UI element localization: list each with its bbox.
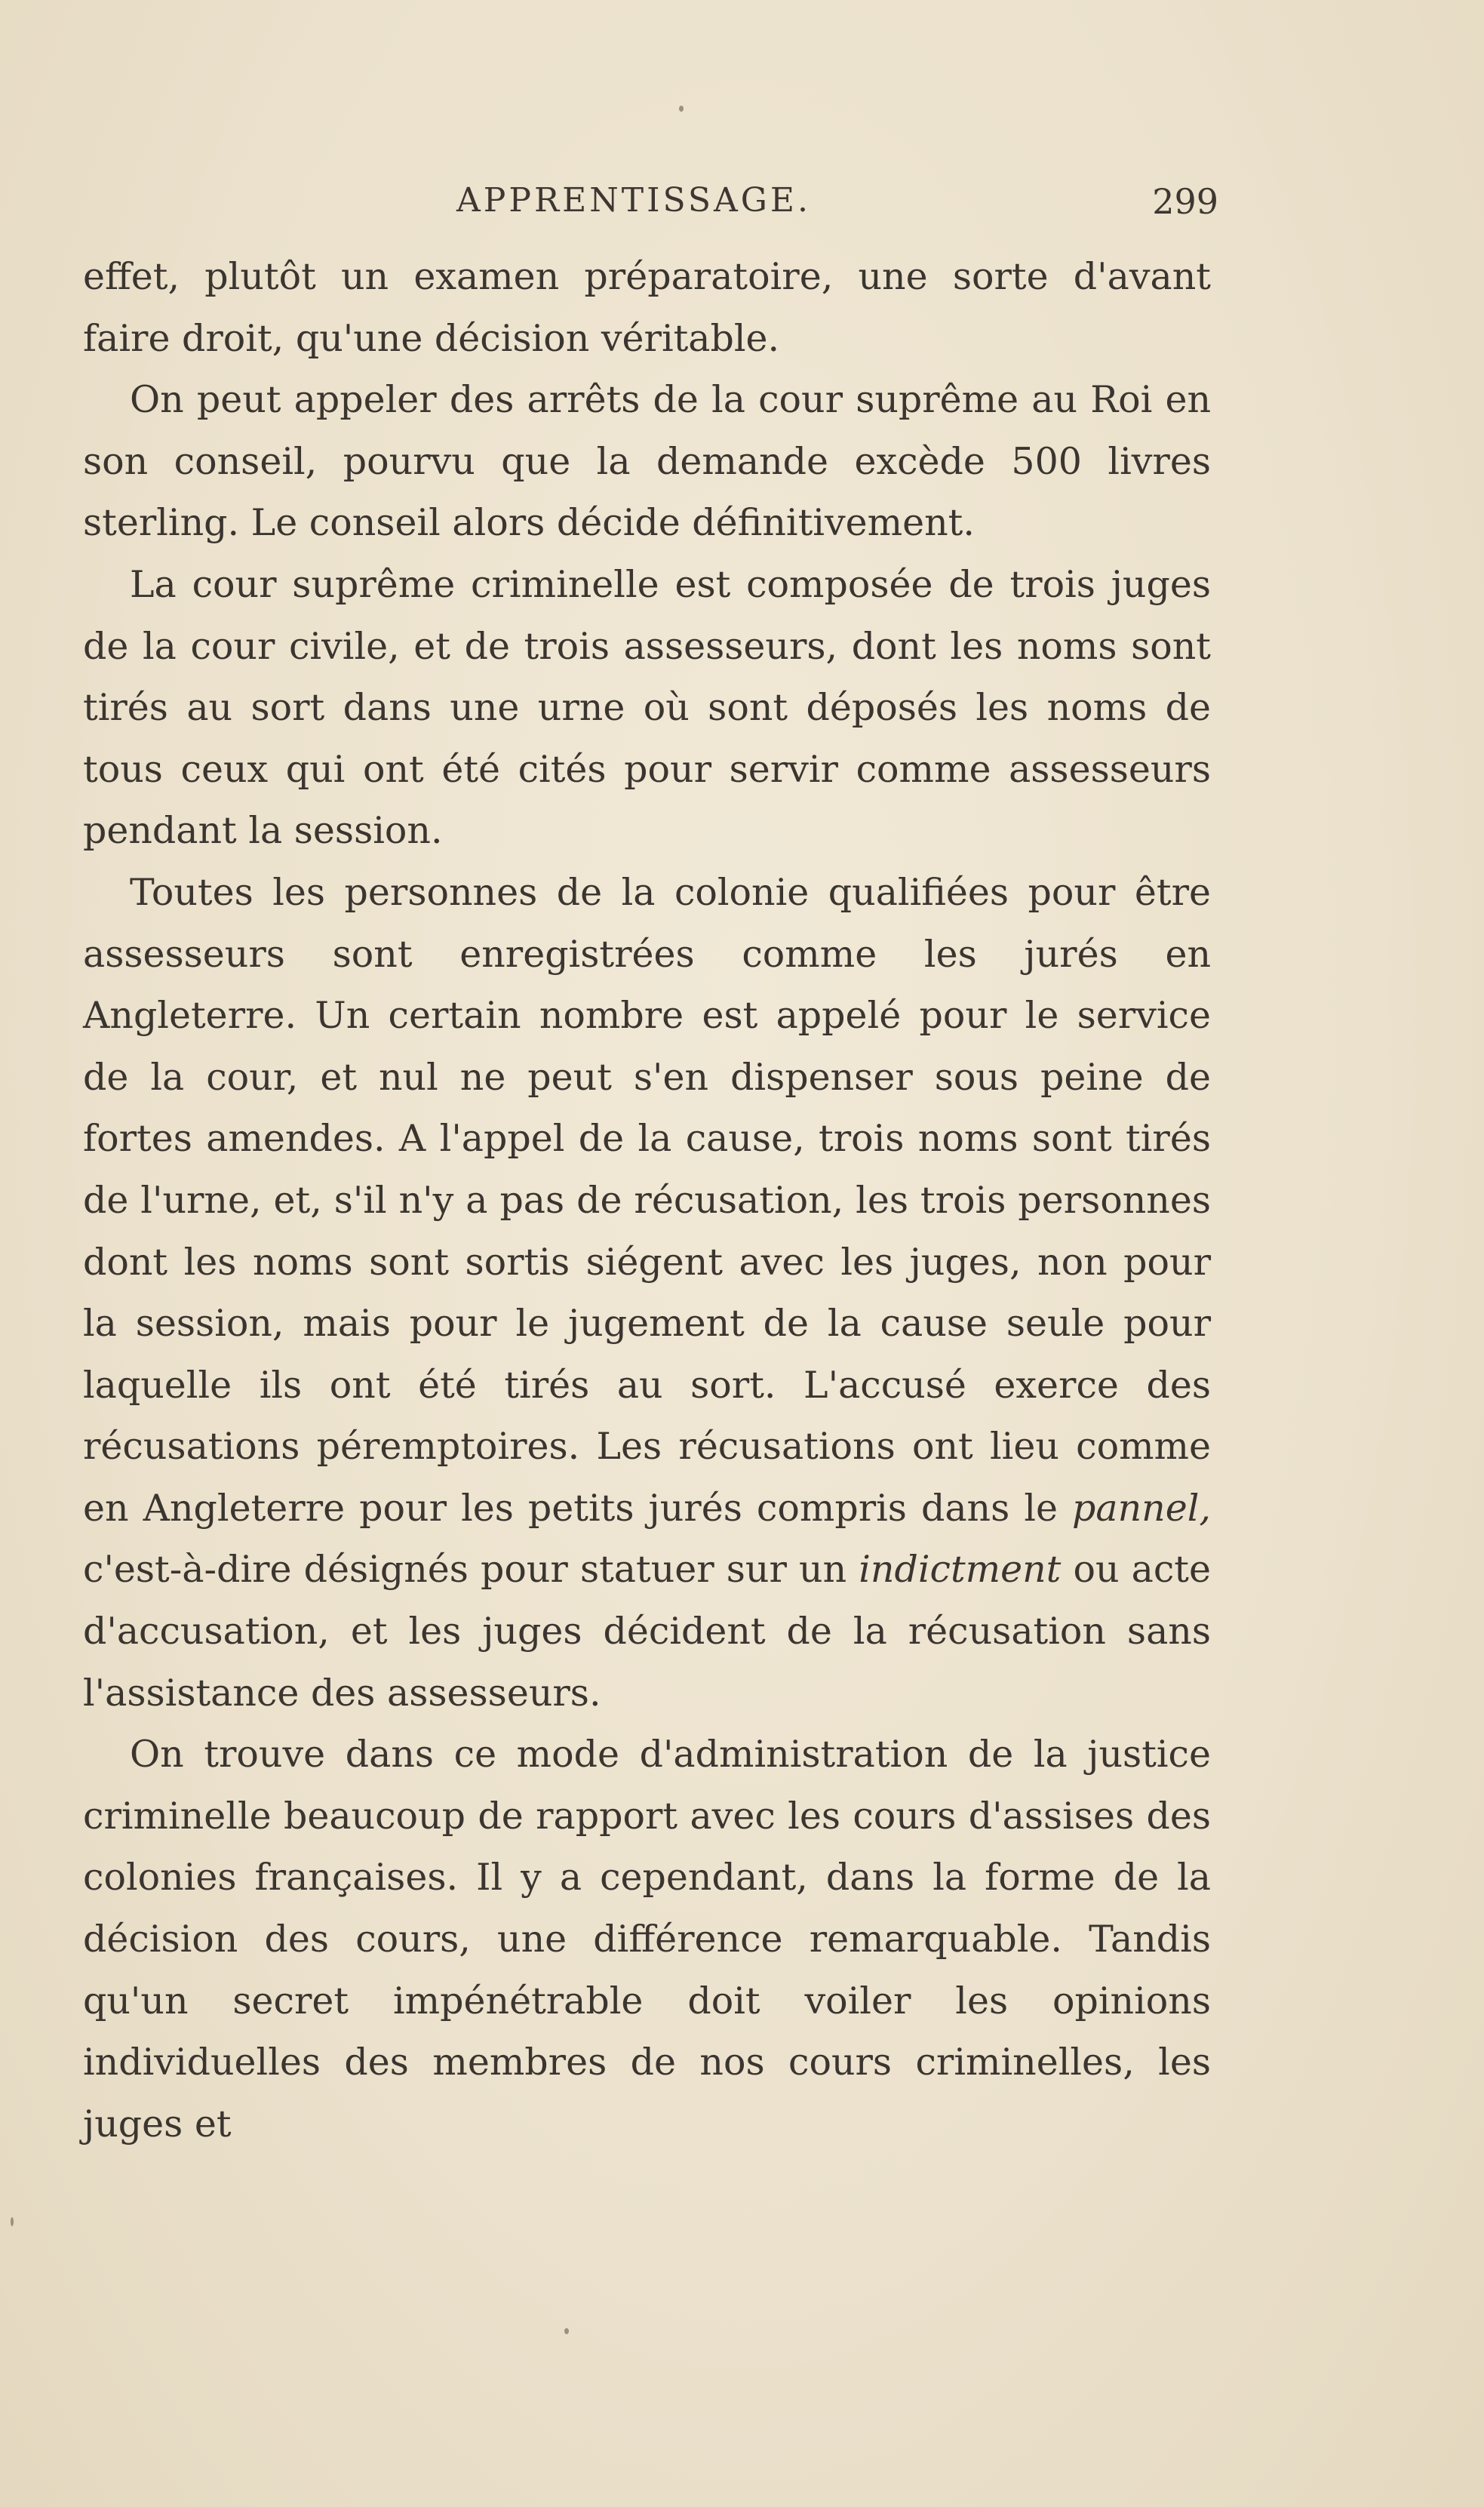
page-number: 299 [1152, 181, 1218, 222]
paragraph-4-part-2: c'est-à-dire désignés pour statuer sur un [83, 1548, 859, 1592]
paragraph-3: La cour suprême criminelle est composée de trois juges de la cour civile, et de trois assesseurs, dont les noms sont tirés au sort dans une urne où sont déposés les noms de tous ceux qui ont été cités pour servir comme assesseurs pendant la session. [83, 562, 1211, 853]
paragraph-4-part-1: Toutes les personnes de la colonie qualifiées pour être assesseurs sont enregistrées comme les jurés en Angleterre. Un certain nombre est appelé pour le service de la cour, et nul ne peut s'en dispenser sous peine de fortes amendes. A l'appel de la cause, trois noms sont tirés de l'urne, et, s'il n'y a pas de récusation, les trois personnes dont les noms sont sortis siégent avec les juges, non pour la session, mais pour le jugement de la cause seule pour laquelle ils ont été tirés au sort. L'accusé exerce des récusations péremptoires. Les récusations ont lieu comme en Angleterre pour les petits jurés compris dans le [83, 870, 1211, 1530]
paper-speck [11, 2217, 14, 2226]
running-title: APPRENTISSAGE. [456, 181, 812, 220]
paragraph-2: On peut appeler des arrêts de la cour suprême au Roi en son conseil, pourvu que la demande excède 500 livres sterling. Le conseil alors décide définitivement. [83, 378, 1211, 545]
body-text [83, 246, 1211, 2155]
paper-speck [564, 2328, 569, 2334]
paragraph-4 [83, 862, 1211, 1724]
book-page [83, 181, 1218, 2155]
paragraph-1: effet, plutôt un examen préparatoire, une sorte d'avant faire droit, qu'une décision véritable. [83, 255, 1211, 360]
paragraph-4-italic-pannel: pannel, [1072, 1486, 1211, 1530]
running-header [83, 181, 1218, 234]
paper-speck [679, 106, 684, 112]
paragraph-5: On trouve dans ce mode d'administration de la justice criminelle beaucoup de rapport avec les cours d'assises des colonies françaises. Il y a cependant, dans la forme de la décision des cours, une différence remarquable. Tandis qu'un secret impénétrable doit voiler les opinions individuelles des membres de nos cours criminelles, les juges et [83, 1733, 1211, 2146]
paragraph-4-part-3: ou acte d'accusation, et les juges décident de la récusation sans l'assistance des assesseurs. [83, 1548, 1211, 1715]
paragraph-4-italic-indictment: indictment [859, 1548, 1062, 1592]
